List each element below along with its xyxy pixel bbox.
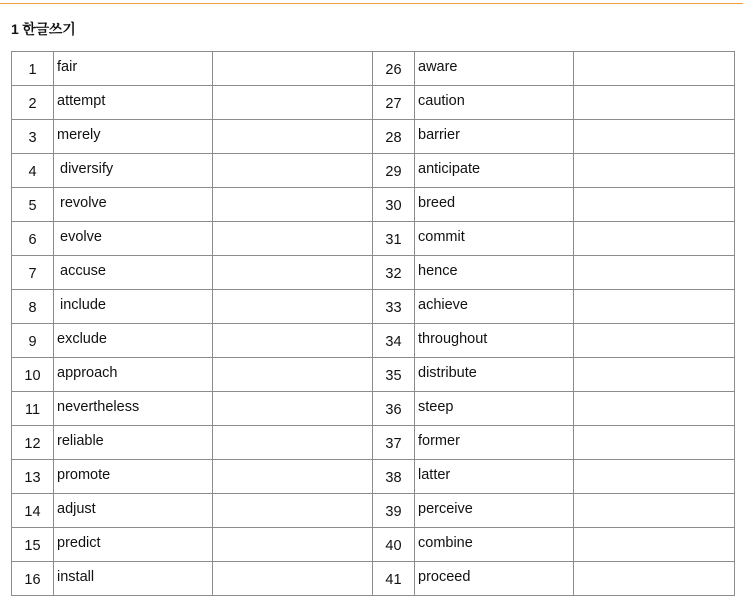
- right-number-cell: 41: [373, 562, 415, 596]
- table-row: [12, 188, 735, 222]
- left-answer-cell[interactable]: [213, 494, 373, 528]
- left-word-cell: reliable: [54, 426, 213, 460]
- top-divider: [0, 3, 743, 4]
- left-word-cell: evolve: [54, 222, 213, 256]
- right-number-cell: 35: [373, 358, 415, 392]
- right-word-cell: commit: [415, 222, 574, 256]
- vocabulary-table-body: [12, 52, 735, 596]
- left-answer-cell[interactable]: [213, 562, 373, 596]
- right-word-cell: proceed: [415, 562, 574, 596]
- left-word-cell: fair: [54, 52, 213, 86]
- right-word-cell: distribute: [415, 358, 574, 392]
- left-number-cell: 2: [12, 86, 54, 120]
- left-number-cell: 8: [12, 290, 54, 324]
- right-number-cell: 40: [373, 528, 415, 562]
- left-word-cell: attempt: [54, 86, 213, 120]
- left-number-cell: 4: [12, 154, 54, 188]
- table-row: [12, 120, 735, 154]
- right-number-cell: 32: [373, 256, 415, 290]
- left-word-cell: merely: [54, 120, 213, 154]
- left-number-cell: 11: [12, 392, 54, 426]
- left-number-cell: 16: [12, 562, 54, 596]
- table-row: [12, 86, 735, 120]
- right-word-cell: hence: [415, 256, 574, 290]
- table-row: [12, 290, 735, 324]
- table-row: [12, 494, 735, 528]
- right-word-cell: combine: [415, 528, 574, 562]
- right-word-cell: barrier: [415, 120, 574, 154]
- right-number-cell: 27: [373, 86, 415, 120]
- table-row: [12, 460, 735, 494]
- page-title: 1 한글쓰기: [11, 21, 76, 37]
- left-word-cell: adjust: [54, 494, 213, 528]
- right-number-cell: 38: [373, 460, 415, 494]
- left-answer-cell[interactable]: [213, 324, 373, 358]
- right-number-cell: 31: [373, 222, 415, 256]
- right-number-cell: 37: [373, 426, 415, 460]
- left-word-cell: approach: [54, 358, 213, 392]
- right-word-cell: former: [415, 426, 574, 460]
- right-number-cell: 39: [373, 494, 415, 528]
- right-answer-cell[interactable]: [574, 188, 735, 222]
- left-number-cell: 10: [12, 358, 54, 392]
- left-answer-cell[interactable]: [213, 222, 373, 256]
- right-answer-cell[interactable]: [574, 426, 735, 460]
- left-word-cell: revolve: [54, 188, 213, 222]
- table-row: [12, 52, 735, 86]
- left-word-cell: exclude: [54, 324, 213, 358]
- left-answer-cell[interactable]: [213, 256, 373, 290]
- left-word-cell: predict: [54, 528, 213, 562]
- left-number-cell: 6: [12, 222, 54, 256]
- left-number-cell: 14: [12, 494, 54, 528]
- left-answer-cell[interactable]: [213, 120, 373, 154]
- left-word-cell: diversify: [54, 154, 213, 188]
- left-number-cell: 5: [12, 188, 54, 222]
- right-number-cell: 30: [373, 188, 415, 222]
- right-word-cell: steep: [415, 392, 574, 426]
- right-answer-cell[interactable]: [574, 392, 735, 426]
- left-word-cell: include: [54, 290, 213, 324]
- right-answer-cell[interactable]: [574, 52, 735, 86]
- left-word-cell: accuse: [54, 256, 213, 290]
- left-number-cell: 9: [12, 324, 54, 358]
- left-answer-cell[interactable]: [213, 154, 373, 188]
- table-row: [12, 154, 735, 188]
- right-answer-cell[interactable]: [574, 358, 735, 392]
- left-number-cell: 12: [12, 426, 54, 460]
- right-word-cell: throughout: [415, 324, 574, 358]
- right-word-cell: caution: [415, 86, 574, 120]
- right-word-cell: latter: [415, 460, 574, 494]
- right-number-cell: 29: [373, 154, 415, 188]
- right-answer-cell[interactable]: [574, 290, 735, 324]
- table-row: [12, 562, 735, 596]
- right-answer-cell[interactable]: [574, 256, 735, 290]
- left-number-cell: 15: [12, 528, 54, 562]
- left-number-cell: 7: [12, 256, 54, 290]
- table-row: [12, 256, 735, 290]
- left-number-cell: 13: [12, 460, 54, 494]
- left-number-cell: 1: [12, 52, 54, 86]
- right-number-cell: 36: [373, 392, 415, 426]
- left-number-cell: 3: [12, 120, 54, 154]
- right-word-cell: perceive: [415, 494, 574, 528]
- left-answer-cell[interactable]: [213, 188, 373, 222]
- right-answer-cell[interactable]: [574, 154, 735, 188]
- left-answer-cell[interactable]: [213, 52, 373, 86]
- left-answer-cell[interactable]: [213, 86, 373, 120]
- table-row: [12, 426, 735, 460]
- right-word-cell: anticipate: [415, 154, 574, 188]
- right-number-cell: 28: [373, 120, 415, 154]
- right-number-cell: 34: [373, 324, 415, 358]
- right-word-cell: aware: [415, 52, 574, 86]
- table-row: [12, 324, 735, 358]
- table-row: [12, 222, 735, 256]
- right-number-cell: 26: [373, 52, 415, 86]
- right-answer-cell[interactable]: [574, 324, 735, 358]
- left-word-cell: install: [54, 562, 213, 596]
- left-answer-cell[interactable]: [213, 358, 373, 392]
- right-answer-cell[interactable]: [574, 460, 735, 494]
- left-word-cell: nevertheless: [54, 392, 213, 426]
- left-answer-cell[interactable]: [213, 528, 373, 562]
- table-row: [12, 528, 735, 562]
- table-row: [12, 358, 735, 392]
- left-answer-cell[interactable]: [213, 392, 373, 426]
- left-word-cell: promote: [54, 460, 213, 494]
- right-answer-cell[interactable]: [574, 562, 735, 596]
- right-answer-cell[interactable]: [574, 120, 735, 154]
- right-number-cell: 33: [373, 290, 415, 324]
- left-answer-cell[interactable]: [213, 460, 373, 494]
- right-answer-cell[interactable]: [574, 528, 735, 562]
- right-word-cell: breed: [415, 188, 574, 222]
- right-word-cell: achieve: [415, 290, 574, 324]
- left-answer-cell[interactable]: [213, 290, 373, 324]
- vocabulary-table: [11, 51, 735, 596]
- right-answer-cell[interactable]: [574, 222, 735, 256]
- left-answer-cell[interactable]: [213, 426, 373, 460]
- table-row: [12, 392, 735, 426]
- right-answer-cell[interactable]: [574, 494, 735, 528]
- right-answer-cell[interactable]: [574, 86, 735, 120]
